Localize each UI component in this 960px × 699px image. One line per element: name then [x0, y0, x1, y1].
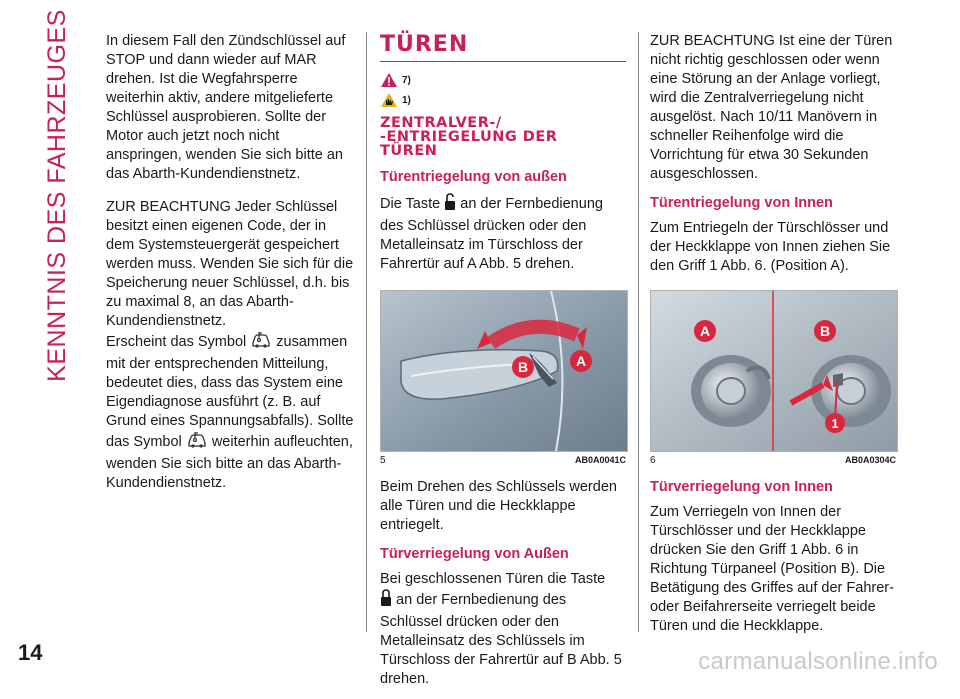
- paragraph: Die Taste an der Fernbedienung des Schlüssel drücken oder den Metalleinsatz im Türschloss der Fahrertür auf A Abb. 5 drehen.: [380, 193, 626, 274]
- warning-ref: 7): [380, 72, 626, 88]
- column-left: [106, 32, 356, 503]
- figure-label: B: [517, 359, 529, 375]
- column-right: [650, 32, 896, 646]
- paragraph: Zum Verriegeln von Innen der Türschlösser und der Heckklappe drücken Sie den Griff 1 Abb. 6 in Richtung Türpaneel (Position B). Die Betätigung des Griffes auf der Fahrer- oder Beifahrerseite verriegelt beide Türen und die Heckklappe.: [650, 504, 894, 634]
- paragraph: In diesem Fall den Zündschlüssel auf STOP und dann wieder auf MAR drehen. Ist die Wegfahrsperre weiterhin aktiv, andere mitgelieferte Schlüssel ausprobieren. Sollte der Motor auch jetzt noch nicht anspringen, wenden Sie sich bitte an das Abarth-Kundendienstnetz.: [106, 33, 346, 182]
- warning-triangle-icon: [380, 72, 398, 88]
- section-title: TÜREN: [380, 32, 626, 62]
- paragraph: Bei geschlossenen Türen die Taste an der Fernbedienung des Schlüssel drücken oder den Metalleinsatz des Schlüssels im Türschloss der Fahrertür auf B Abb. 5 drehen.: [380, 571, 622, 687]
- lock-closed-icon: [380, 589, 392, 613]
- caution-ref: 1): [380, 92, 626, 108]
- figure-label: B: [819, 323, 831, 339]
- subsection-title: ZENTRALVER-/ -ENTRIEGELUNG DER TÜREN: [380, 115, 558, 159]
- paragraph: Beim Drehen des Schlüssels werden alle Türen und die Heckklappe entriegelt.: [380, 479, 617, 533]
- page-number: 14: [18, 640, 43, 665]
- figure-caption: [380, 455, 626, 466]
- caution-hand-icon: [380, 92, 398, 108]
- chapter-sidebar: [34, 8, 80, 382]
- car-key-icon: [186, 431, 208, 455]
- figure-number: 6: [650, 455, 656, 466]
- chapter-title: KENNTNIS DES FAHRZEUGES: [42, 8, 71, 382]
- paragraph: ZUR BEACHTUNG Ist eine der Türen nicht richtig geschlossen oder wenn eine Störung an der Anlage vorliegt, wird die Zentralverriegelung nicht ausgelöst. Nach 10/11 Manövern in schneller Reihenfolge wird die Vorrichtung für etwa 30 Sekunden ausgeschlossen.: [650, 33, 893, 182]
- paragraph: ZUR BEACHTUNG Jeder Schlüssel besitzt einen eigenen Code, der in dem Systemsteuergerät gespeichert werden muss. Wenden Sie sich für die Speicherung neuer Schlüssel, d.h. bis zu maximal 8, an das Abarth-Kundendienstnetz.: [106, 199, 354, 329]
- subheading: Türverriegelung von Innen: [650, 479, 833, 495]
- lock-open-icon: [444, 193, 456, 217]
- subheading: Türverriegelung von Außen: [380, 546, 569, 562]
- paragraph: Erscheint das Symbol zusammen mit der entsprechenden Mitteilung, bedeutet dies, dass das System eine Eigendiagnose ausführt (z. B. auf Grund eines Spannungsabfalls). Sollte das Symbol weiterhin aufleuchten, wenden Sie sich bitte an das Abarth-Kundendienstnetz.: [106, 331, 356, 493]
- watermark: carmanualsonline.info: [698, 648, 938, 675]
- paragraph: Zum Entriegeln der Türschlösser und der Heckklappe von Innen ziehen Sie den Griff 1 Abb. 6. (Position A).: [650, 220, 891, 274]
- figure-interior-handle: [650, 290, 898, 452]
- figure-label: 1: [831, 416, 839, 431]
- car-key-icon: [250, 331, 272, 355]
- figure-number: 5: [380, 455, 386, 466]
- figure-code: AB0A0041C: [574, 455, 626, 465]
- figure-door-handle: [380, 290, 628, 452]
- column-divider: [638, 32, 639, 632]
- subheading: Türentriegelung von Innen: [650, 195, 833, 211]
- figure-label: A: [699, 323, 711, 339]
- column-middle: [380, 32, 626, 699]
- figure-label: A: [575, 353, 587, 369]
- subheading: Türentriegelung von außen: [380, 169, 567, 185]
- column-divider: [366, 32, 367, 632]
- figure-caption: [650, 455, 896, 466]
- figure-code: AB0A0304C: [844, 455, 896, 465]
